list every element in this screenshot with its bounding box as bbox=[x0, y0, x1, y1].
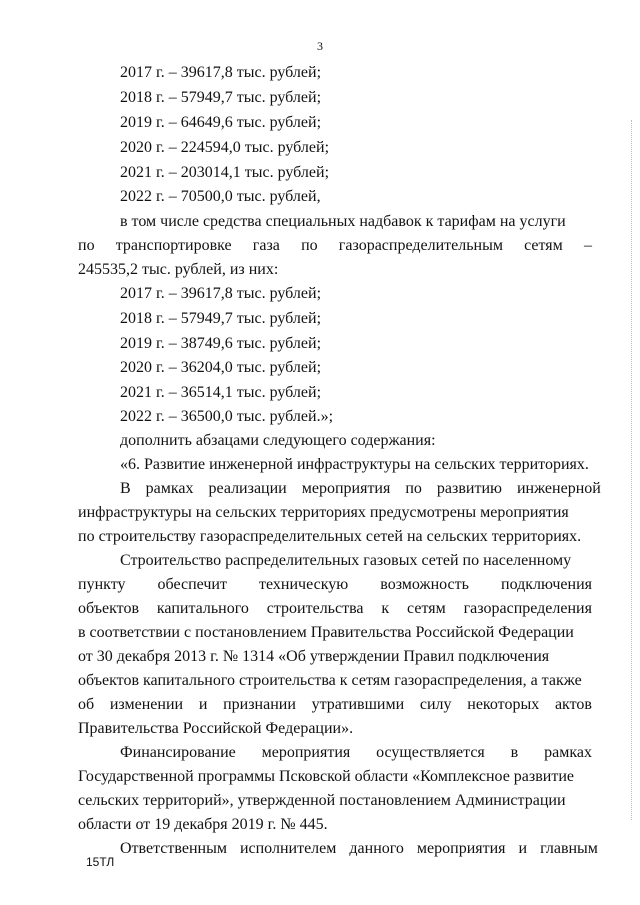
word: строительства bbox=[266, 600, 364, 617]
word: мероприятия bbox=[261, 744, 351, 761]
word: силу bbox=[419, 696, 452, 713]
para3-line4: в соответствии с постановлением Правительства Российской Федерации bbox=[78, 624, 574, 641]
word: по bbox=[301, 237, 318, 254]
para3-line3 bbox=[78, 599, 592, 619]
word: пункту bbox=[78, 576, 126, 593]
list1-item-2018: 2018 г. – 57949,7 тыс. рублей; bbox=[120, 89, 322, 106]
word: возможность bbox=[380, 576, 469, 593]
para3-line6: объектов капитального строительства к сетям газораспределения, а также bbox=[78, 672, 582, 689]
section-heading: «6. Развитие инженерной инфраструктуры на сельских территориях. bbox=[120, 456, 589, 473]
list2-item-2019: 2019 г. – 38749,6 тыс. рублей; bbox=[120, 335, 322, 352]
para2-line1-text: В рамках реализации мероприятия по развитию инженерной bbox=[120, 480, 601, 497]
list2-item-2020: 2020 г. – 36204,0 тыс. рублей; bbox=[120, 359, 322, 376]
word: и bbox=[198, 696, 208, 713]
para2-line2: инфраструктуры на сельских территориях предусмотрены мероприятия bbox=[78, 504, 569, 521]
list2-item-2021: 2021 г. – 36514,1 тыс. рублей; bbox=[120, 384, 322, 401]
word: сетям bbox=[407, 600, 446, 617]
word: газа bbox=[252, 237, 280, 254]
para5-line1 bbox=[120, 839, 598, 859]
word: транспортировке bbox=[115, 237, 232, 254]
word: капитального bbox=[156, 600, 249, 617]
para1-line1 bbox=[120, 212, 592, 232]
para3-line8: Правительства Российской Федерации». bbox=[78, 720, 354, 737]
para4-line3: сельских территорий», утвержденной постановлением Администрации bbox=[78, 792, 566, 809]
para3-line5: от 30 декабря 2013 г. № 1314 «Об утверждении Правил подключения bbox=[78, 648, 550, 665]
para3-line1: Строительство распределительных газовых сетей по населенному bbox=[120, 552, 572, 569]
list2-item-2022: 2022 г. – 36500,0 тыс. рублей.»; bbox=[120, 408, 334, 425]
word: сетям bbox=[524, 237, 563, 254]
word: Финансирование bbox=[120, 744, 236, 761]
scan-edge-divider bbox=[629, 120, 632, 820]
word: актов bbox=[554, 696, 592, 713]
list1-item-2021: 2021 г. – 203014,1 тыс. рублей; bbox=[120, 164, 330, 181]
para5-line1-text: Ответственным исполнителем данного мероприятия и главным bbox=[120, 840, 598, 857]
para3-line7 bbox=[78, 695, 592, 715]
word: газораспределения bbox=[463, 600, 592, 617]
list1-item-2022: 2022 г. – 70500,0 тыс. рублей, bbox=[120, 188, 321, 205]
word: – bbox=[583, 237, 592, 254]
word: изменении bbox=[109, 696, 184, 713]
para2-line3: по строительству газораспределительных сетей на сельских территориях. bbox=[78, 528, 582, 545]
word: рамках bbox=[544, 744, 592, 761]
footer-code: 15ТЛ bbox=[86, 855, 115, 869]
word: утратившими bbox=[311, 696, 405, 713]
word: обеспечит bbox=[157, 576, 227, 593]
para4-line4: области от 19 декабря 2019 г. № 445. bbox=[78, 816, 328, 833]
para2-line1 bbox=[120, 479, 601, 499]
para1-line3: 245535,2 тыс. рублей, из них: bbox=[78, 261, 279, 278]
supplement-line: дополнить абзацами следующего содержания: bbox=[120, 432, 436, 449]
para3-line2 bbox=[78, 575, 592, 595]
list2-item-2017: 2017 г. – 39617,8 тыс. рублей; bbox=[120, 285, 322, 302]
para1-line1-text: в том числе средства специальных надбавок к тарифам на услуги bbox=[120, 213, 566, 230]
word: по bbox=[78, 237, 95, 254]
para4-line2: Государственной программы Псковской области «Комплексное развитие bbox=[78, 768, 574, 785]
page-number: 3 bbox=[317, 39, 323, 53]
list1-item-2020: 2020 г. – 224594,0 тыс. рублей; bbox=[120, 139, 330, 156]
para1-line2 bbox=[78, 236, 592, 256]
para4-line1 bbox=[120, 743, 592, 763]
list1-item-2017: 2017 г. – 39617,8 тыс. рублей; bbox=[120, 64, 322, 81]
word: объектов bbox=[78, 600, 140, 617]
word: признании bbox=[223, 696, 296, 713]
word: некоторых bbox=[467, 696, 540, 713]
word: к bbox=[381, 600, 390, 617]
word: техническую bbox=[259, 576, 349, 593]
word: об bbox=[78, 696, 95, 713]
word: подключения bbox=[501, 576, 592, 593]
list1-item-2019: 2019 г. – 64649,6 тыс. рублей; bbox=[120, 114, 322, 131]
list2-item-2018: 2018 г. – 57949,7 тыс. рублей; bbox=[120, 310, 322, 327]
word: газораспределительным bbox=[338, 237, 503, 254]
word: в bbox=[510, 744, 519, 761]
word: осуществляется bbox=[376, 744, 485, 761]
